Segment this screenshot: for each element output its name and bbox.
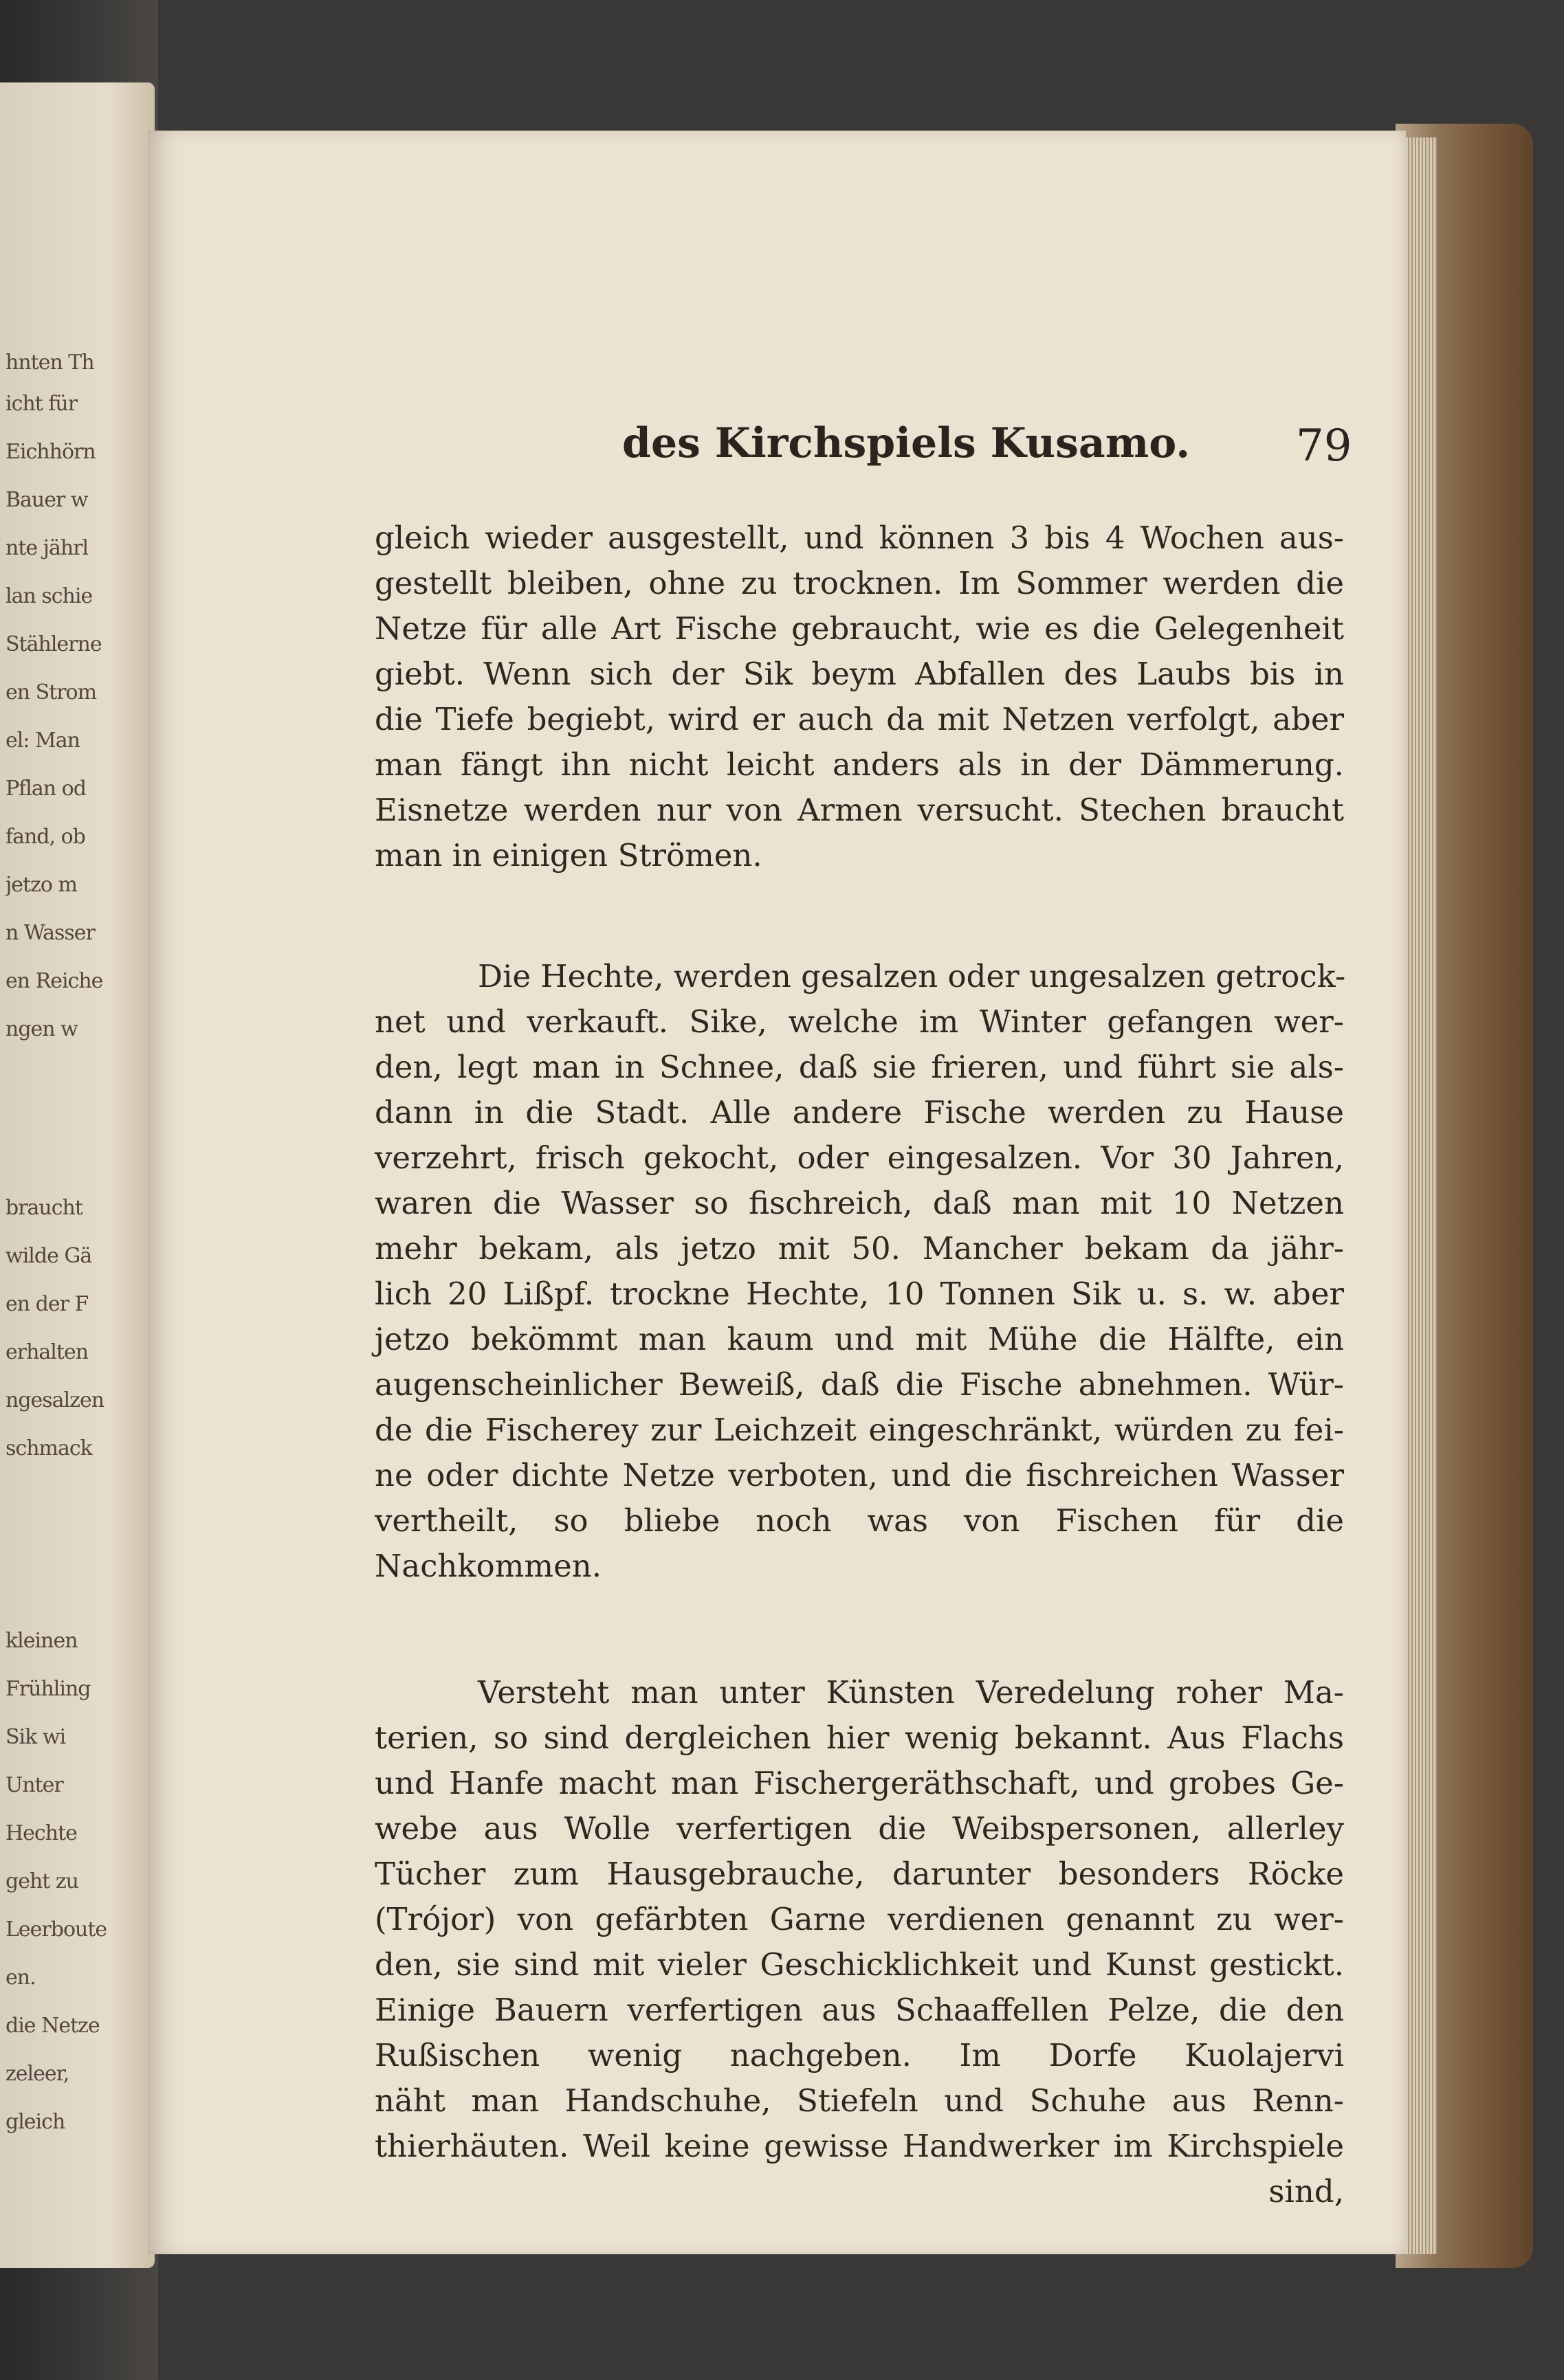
left-page-fragment: en der F: [5, 1292, 89, 1316]
left-page-fragment: gleich: [5, 2110, 65, 2134]
left-page-fragment: nte jährl: [5, 536, 89, 560]
left-page-fragment: ngesalzen: [5, 1388, 104, 1412]
text-line: die Tiefe begiebt, wird er auch da mit Netzen verfolgt, aber: [375, 701, 1344, 737]
text-line: webe aus Wolle verfertigen die Weibspersonen, allerley: [375, 1810, 1344, 1847]
left-page-fragment: zeleer,: [5, 2062, 69, 2086]
text-line: net und verkauft. Sike, welche im Winter gefangen wer-: [375, 1003, 1344, 1040]
left-page-fragment: icht für: [5, 392, 78, 416]
text-line: giebt. Wenn sich der Sik beym Abfallen des Laubs bis in: [375, 656, 1344, 692]
left-page-fragment: en Reiche: [5, 969, 103, 993]
text-line: den, legt man in Schnee, daß sie frieren, und führt sie als-: [375, 1049, 1344, 1085]
left-page-fragment: Bauer w: [5, 488, 88, 512]
text-line: (Trójor) von gefärbten Garne verdienen genannt zu wer-: [375, 1901, 1344, 1937]
text-line: man in einigen Strömen.: [375, 837, 762, 874]
text-line: lich 20 Lißpf. trockne Hechte, 10 Tonnen Sik u. s. w. aber: [375, 1276, 1344, 1312]
text-line: gestellt bleiben, ohne zu trocknen. Im Sommer werden die: [375, 565, 1344, 601]
left-page-fragment: ngen w: [5, 1017, 78, 1041]
page-header: [622, 419, 1378, 495]
left-page-fragment: en.: [5, 1966, 36, 1990]
book-page: [148, 131, 1406, 2254]
page-number: 79: [1296, 421, 1352, 471]
left-page-fragment: geht zu: [5, 1869, 78, 1893]
left-page-fragment: Pflan od: [5, 777, 86, 801]
catchword: sind,: [1268, 2173, 1344, 2210]
text-line: gleich wieder ausgestellt, und können 3 bis 4 Wochen aus-: [375, 520, 1344, 556]
text-line: Tücher zum Hausgebrauche, darunter besonders Röcke: [375, 1856, 1344, 1892]
left-page-fragment: Unter: [5, 1773, 63, 1797]
left-adjacent-page: [0, 82, 155, 2268]
text-line: de die Fischerey zur Leichzeit eingeschränkt, würden zu fei-: [375, 1412, 1344, 1448]
paragraph-3: [375, 1670, 1344, 2214]
text-line: Nachkommen.: [375, 1548, 602, 1584]
text-line: Versteht man unter Künsten Veredelung roher Ma-: [478, 1674, 1344, 1711]
left-page-fragment: Eichhörn: [5, 440, 96, 464]
left-page-fragment: kleinen: [5, 1629, 78, 1653]
paragraph-1: [375, 515, 1344, 878]
left-page-fragment: el: Man: [5, 729, 80, 753]
text-line: den, sie sind mit vieler Geschicklichkeit und Kunst gestickt.: [375, 1946, 1344, 1983]
text-line: waren die Wasser so fischreich, daß man mit 10 Netzen: [375, 1185, 1344, 1221]
left-page-fragment: die Netze: [5, 2014, 100, 2038]
left-page-fragment: wilde Gä: [5, 1244, 92, 1268]
left-page-fragment: braucht: [5, 1196, 82, 1220]
text-line: mehr bekam, als jetzo mit 50. Mancher bekam da jähr-: [375, 1230, 1344, 1267]
paragraph-2: [375, 954, 1344, 1589]
text-line: Netze für alle Art Fische gebraucht, wie es die Gelegenheit: [375, 610, 1344, 647]
left-page-fragment: fand, ob: [5, 825, 85, 849]
text-line: thierhäuten. Weil keine gewisse Handwerker im Kirchspiele: [375, 2128, 1344, 2164]
left-page-fragment: erhalten: [5, 1340, 89, 1364]
left-page-fragment: n Wasser: [5, 921, 95, 945]
left-page-fragment: Sik wi: [5, 1725, 66, 1749]
running-title: des Kirchspiels Kusamo.: [622, 419, 1191, 467]
text-line: näht man Handschuhe, Stiefeln und Schuhe aus Renn-: [375, 2082, 1344, 2119]
left-page-fragment: Stählerne: [5, 632, 102, 656]
text-line: jetzo bekömmt man kaum und mit Mühe die Hälfte, ein: [375, 1321, 1344, 1357]
text-line: Die Hechte, werden gesalzen oder ungesalzen getrock-: [478, 958, 1346, 994]
text-line: augenscheinlicher Beweiß, daß die Fische abnehmen. Wür-: [375, 1366, 1344, 1403]
text-line: terien, so sind dergleichen hier wenig bekannt. Aus Flachs: [375, 1720, 1344, 1756]
left-page-fragment: jetzo m: [5, 873, 77, 897]
left-page-fragment: schmack: [5, 1436, 92, 1460]
text-line: Rußischen wenig nachgeben. Im Dorfe Kuolajervi: [375, 2037, 1344, 2073]
text-line: verzehrt, frisch gekocht, oder eingesalzen. Vor 30 Jahren,: [375, 1139, 1344, 1176]
left-page-fragment: Leerboute: [5, 1917, 107, 1942]
text-line: man fängt ihn nicht leicht anders als in der Dämmerung.: [375, 746, 1344, 783]
text-line: Eisnetze werden nur von Armen versucht. Stechen braucht: [375, 792, 1344, 828]
left-page-fragment: Frühling: [5, 1677, 91, 1701]
text-line: ne oder dichte Netze verboten, und die fischreichen Wasser: [375, 1457, 1344, 1493]
text-line: vertheilt, so bliebe noch was von Fischen für die: [375, 1502, 1344, 1539]
text-line: dann in die Stadt. Alle andere Fische werden zu Hause: [375, 1094, 1344, 1131]
left-page-fragment: lan schie: [5, 584, 93, 608]
text-line: Einige Bauern verfertigen aus Schaaffellen Pelze, die den: [375, 1992, 1344, 2028]
left-page-fragment: en Strom: [5, 680, 97, 704]
left-page-fragment: Hechte: [5, 1821, 77, 1845]
left-page-fragment: hnten Th: [5, 351, 94, 375]
text-line: und Hanfe macht man Fischergeräthschaft, und grobes Ge-: [375, 1765, 1344, 1801]
